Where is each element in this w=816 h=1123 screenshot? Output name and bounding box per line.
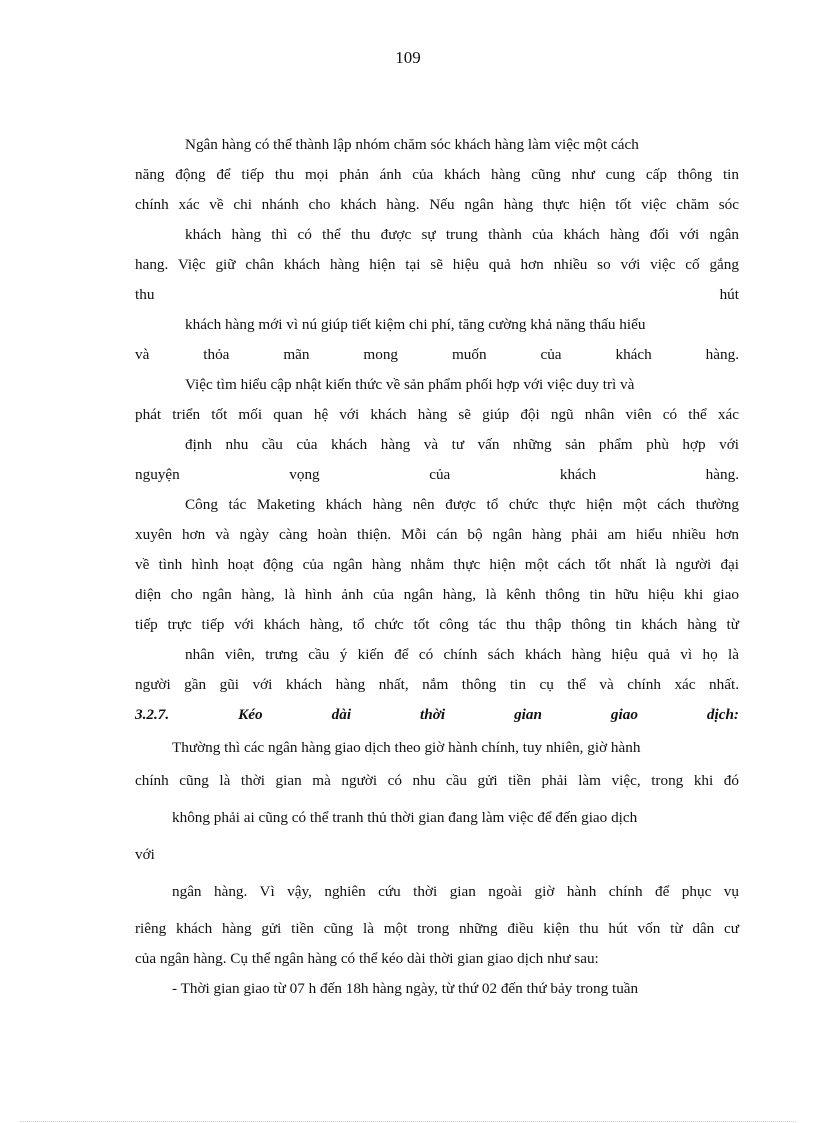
- paragraph-line: khách hàng thì có thể thu được sự trung thành của khách hàng đối với ngân: [185, 226, 739, 243]
- paragraph-line: tiếp trực tiếp với khách hàng, tổ chức tốt công tác thu thập thông tin khách hàng từ: [135, 616, 739, 633]
- paragraph-line: riêng khách hàng gửi tiền cũng là một trong những điều kiện thu hút vốn từ dân cư: [135, 920, 739, 937]
- paragraph-line: khách hàng mới vì nú giúp tiết kiệm chi phí, tăng cường khả năng thấu hiểu: [185, 316, 646, 333]
- paragraph-line: về tình hình hoạt động của ngân hàng nhằm thực hiện một cách tốt nhất là người đại: [135, 556, 739, 573]
- paragraph-line: - Thời gian giao từ 07 h đến 18h hàng ngày, từ thứ 02 đến thứ bảy trong tuần: [172, 980, 639, 997]
- paragraph-line: định nhu cầu của khách hàng và tư vấn những sản phẩm phù hợp với: [185, 436, 739, 453]
- paragraph-line: thu hút: [135, 286, 739, 303]
- paragraph-line: nhân viên, trưng cầu ý kiến để có chính sách khách hàng hiệu quả vì họ là: [185, 646, 739, 663]
- paragraph-line: phát triển tốt mối quan hệ với khách hàng sẽ giúp đội ngũ nhân viên có thể xác: [135, 406, 739, 423]
- paragraph-line: Việc tìm hiểu cập nhật kiến thức về sản phẩm phối hợp với việc duy trì và: [185, 376, 635, 393]
- page-number: 109: [395, 48, 421, 67]
- paragraph-line: không phải ai cũng có thể tranh thủ thời gian đang làm việc để đến giao dịch: [172, 809, 638, 826]
- document-body: [135, 130, 739, 1004]
- paragraph-line: xuyên hơn và ngày càng hoàn thiện. Mỗi cán bộ ngân hàng phải am hiểu nhiều hơn: [135, 526, 739, 543]
- paragraph-line: người gần gũi với khách hàng nhất, nắm thông tin cụ thể và chính xác nhất.: [135, 676, 739, 693]
- paragraph-line: Công tác Maketing khách hàng nên được tổ chức thực hiện một cách thường: [185, 496, 739, 513]
- section-heading: 3.2.7. Kéo dài thời gian giao dịch:: [135, 706, 739, 723]
- paragraph-line: hang. Việc giữ chân khách hàng hiện tại sẽ hiệu quả hơn nhiều so với việc cố gắng: [135, 256, 739, 273]
- paragraph-line: của ngân hàng. Cụ thể ngân hàng có thể kéo dài thời gian giao dịch như sau:: [135, 950, 599, 967]
- paragraph-line: với: [135, 846, 155, 863]
- paragraph-line: và thỏa mãn mong muốn của khách hàng.: [135, 346, 739, 363]
- paragraph-line: diện cho ngân hàng, là hình ảnh của ngân hàng, là kênh thông tin hữu hiệu khi giao: [135, 586, 739, 603]
- paragraph-line: Ngân hàng có thể thành lập nhóm chăm sóc khách hàng làm việc một cách: [185, 136, 639, 153]
- bottom-dotted-rule: [20, 1121, 796, 1122]
- paragraph-line: năng động để tiếp thu mọi phản ánh của khách hàng cũng như cung cấp thông tin: [135, 166, 739, 183]
- paragraph-line: Thường thì các ngân hàng giao dịch theo giờ hành chính, tuy nhiên, giờ hành: [172, 739, 641, 756]
- paragraph-line: chính xác về chi nhánh cho khách hàng. Nếu ngân hàng thực hiện tốt việc chăm sóc: [135, 196, 739, 213]
- paragraph-line: ngân hàng. Vì vậy, nghiên cứu thời gian ngoài giờ hành chính để phục vụ: [172, 883, 739, 900]
- paragraph-line: chính cũng là thời gian mà người có nhu cầu gửi tiền phải làm việc, trong khi đó: [135, 772, 739, 789]
- paragraph-line: nguyện vọng của khách hàng.: [135, 466, 739, 483]
